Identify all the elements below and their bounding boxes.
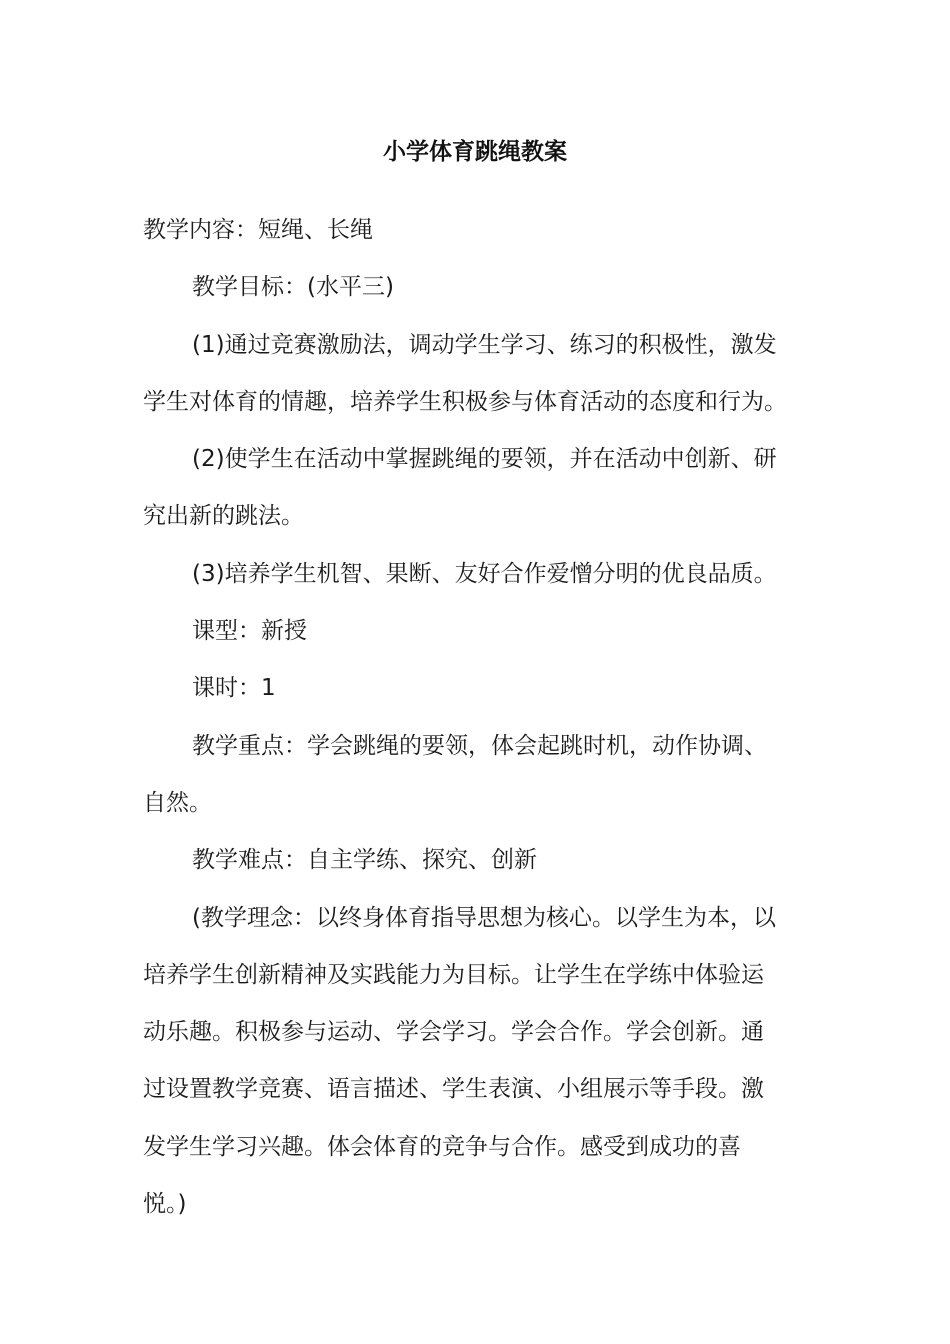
goal-1-line-1: (1)通过竞赛激励法，调动学生学习、练习的积极性，激发	[192, 331, 777, 358]
key-point-line-2: 自然。	[143, 789, 212, 816]
philosophy-line-5: 发学生学习兴趣。体会体育的竞争与合作。感受到成功的喜	[143, 1133, 741, 1160]
teaching-content-line: 教学内容：短绳、长绳	[143, 217, 373, 243]
goal-1-line-2: 学生对体育的情趣，培养学生积极参与体育活动的态度和行为。	[143, 388, 787, 415]
goal-2-line-2: 究出新的跳法。	[143, 503, 304, 530]
philosophy-line-2: 培养学生创新精神及实践能力为目标。让学生在学练中体验运	[143, 961, 764, 988]
key-point-line-1: 教学重点：学会跳绳的要领，体会起跳时机，动作协调、	[192, 732, 767, 759]
lesson-type-line: 课型：新授	[192, 618, 307, 645]
difficulty-line: 教学难点：自主学练、探究、创新	[192, 847, 537, 874]
goal-3-line: (3)培养学生机智、果断、友好合作爱憎分明的优良品质。	[192, 560, 777, 587]
teaching-goal-line: 教学目标：(水平三)	[192, 274, 394, 301]
philosophy-line-6: 悦。)	[143, 1191, 187, 1218]
philosophy-line-1: (教学理念：以终身体育指导思想为核心。以学生为本，以	[192, 904, 776, 931]
philosophy-line-4: 过设置教学竞赛、语言描述、学生表演、小组展示等手段。激	[143, 1076, 764, 1103]
philosophy-line-3: 动乐趣。积极参与运动、学会学习。学会合作。学会创新。通	[143, 1019, 764, 1046]
lesson-hours-line: 课时：1	[192, 675, 276, 702]
document-body	[143, 202, 809, 1233]
goal-2-line-1: (2)使学生在活动中掌握跳绳的要领，并在活动中创新、研	[192, 446, 777, 473]
document-title: 小学体育跳绳教案	[383, 139, 567, 165]
